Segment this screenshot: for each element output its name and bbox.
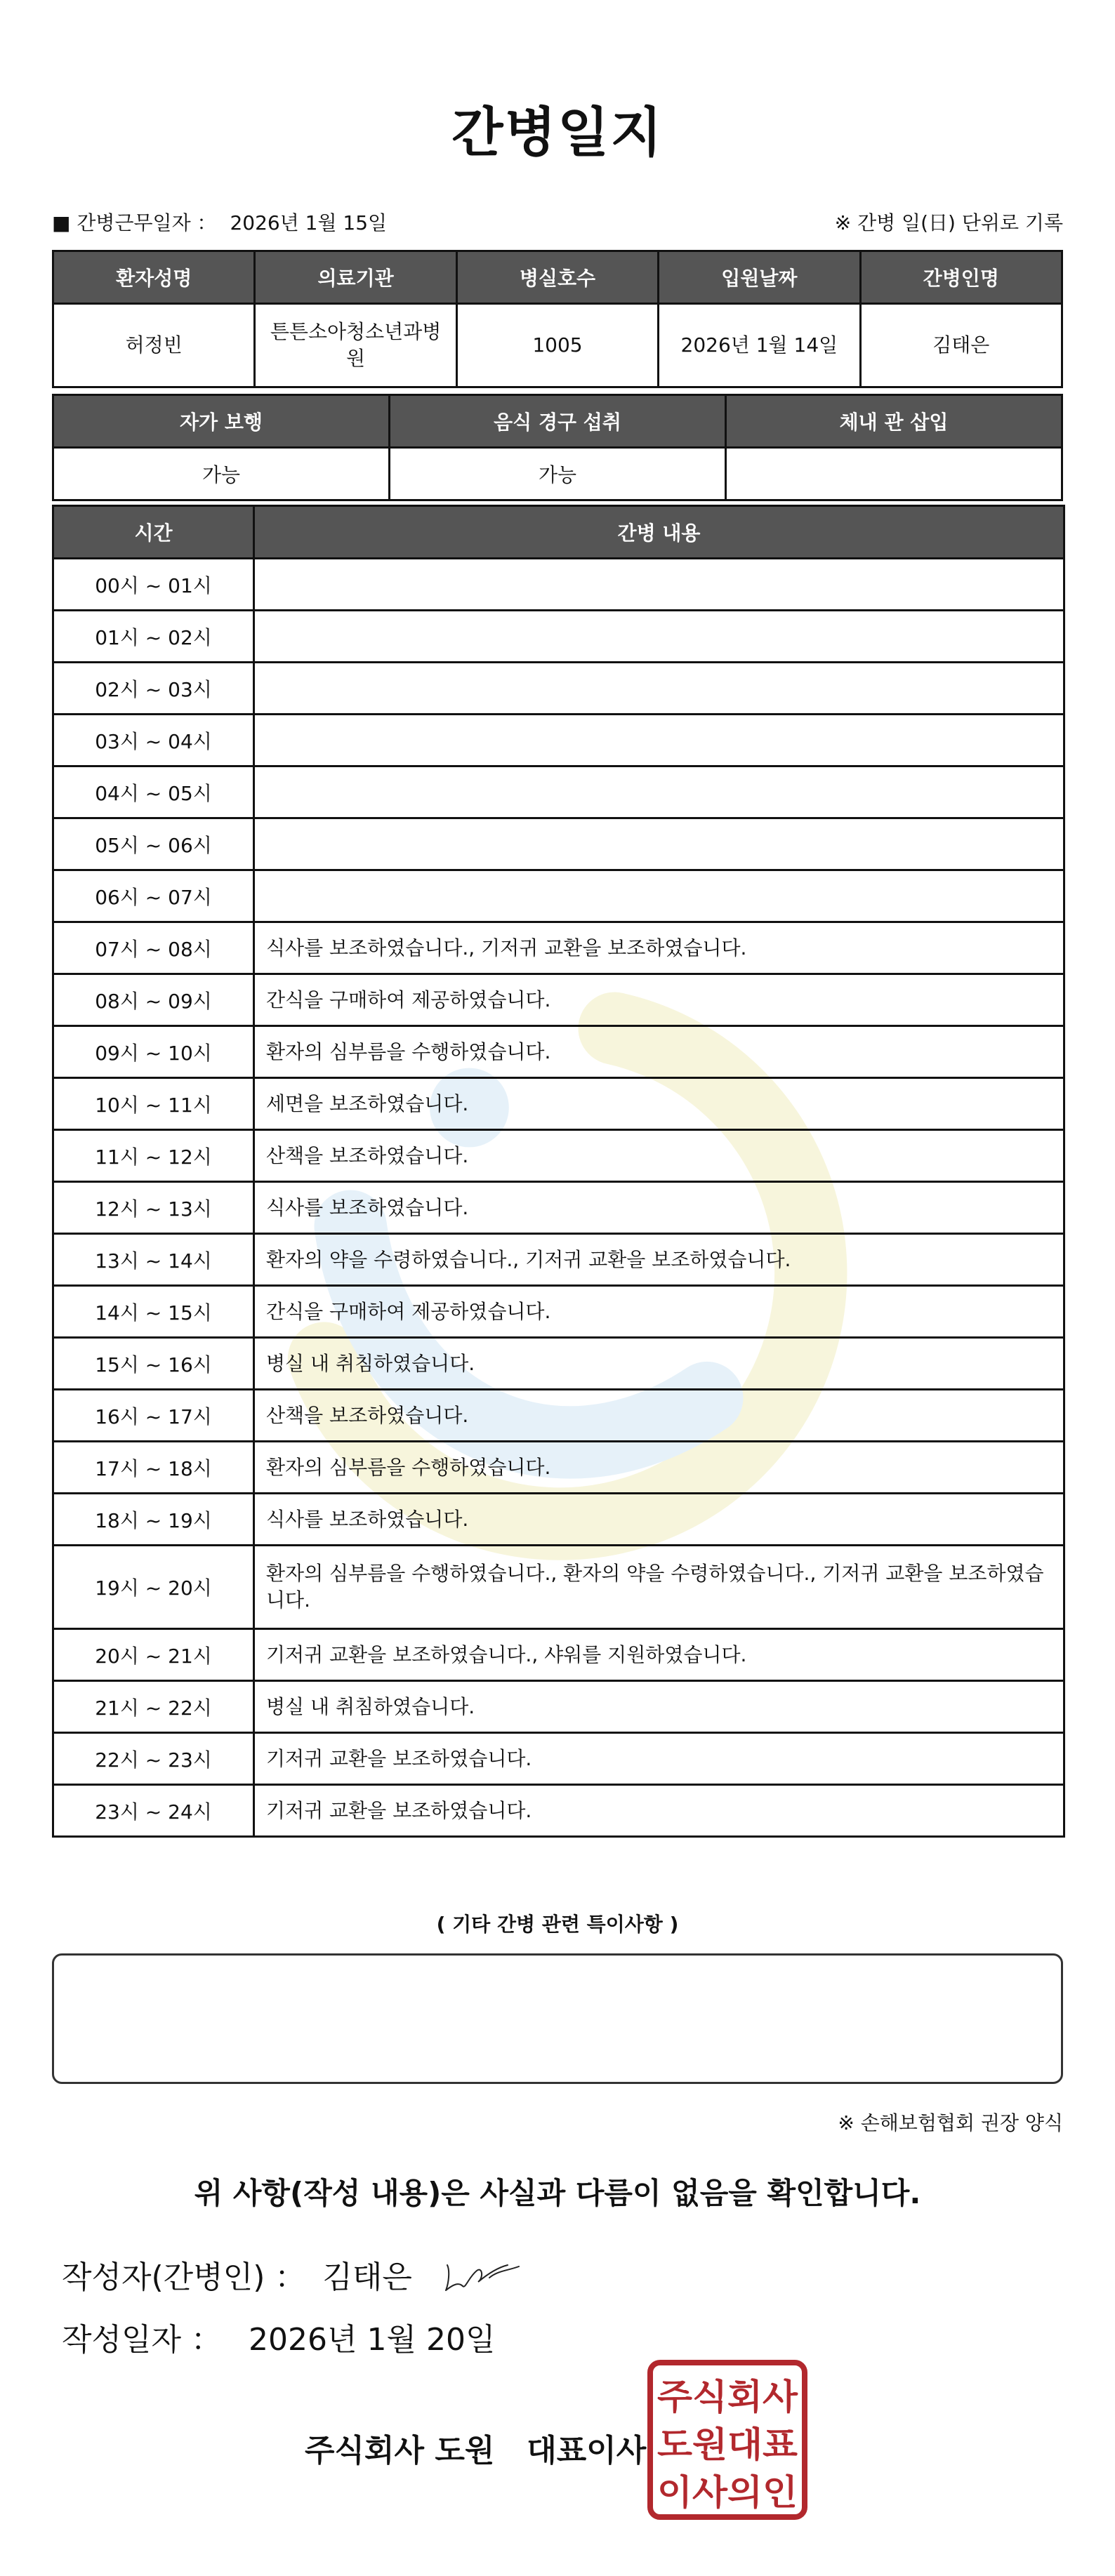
header-patient-name: 환자성명 — [53, 251, 255, 304]
table-row — [53, 974, 1064, 1026]
header-care-content: 간병 내용 — [254, 506, 1064, 559]
time-slot: 06시 ~ 07시 — [53, 870, 254, 922]
time-slot: 02시 ~ 03시 — [53, 663, 254, 715]
work-date-value: 2026년 1월 15일 — [230, 211, 388, 234]
care-content: 기저귀 교환을 보조하였습니다. — [254, 1733, 1064, 1785]
table-row — [53, 1494, 1064, 1546]
table-row — [53, 663, 1064, 715]
unit-note: ※ 간병 일(日) 단위로 기록 — [834, 211, 1063, 234]
table-row — [53, 1681, 1064, 1733]
notes-title: ( 기타 간병 관련 특이사항 ) — [436, 1913, 679, 1936]
care-content — [254, 870, 1064, 922]
work-date-label: ■ 간병근무일자 ： — [52, 211, 217, 234]
company-seal-icon — [647, 2360, 807, 2520]
time-slot: 04시 ~ 05시 — [53, 766, 254, 818]
company-name: 주식회사 도원 대표이사 — [305, 2433, 647, 2469]
time-slot: 12시 ~ 13시 — [53, 1182, 254, 1234]
care-schedule-table — [52, 505, 1065, 1838]
notes-box — [52, 1953, 1063, 2084]
seal-line-3: 이사의인 — [657, 2472, 798, 2513]
care-content — [254, 818, 1064, 870]
time-slot: 05시 ~ 06시 — [53, 818, 254, 870]
seal-line-1: 주식회사 — [657, 2377, 798, 2417]
time-slot: 20시 ~ 21시 — [53, 1629, 254, 1681]
table-row — [53, 559, 1064, 611]
care-content: 산책을 보조하였습니다. — [254, 1390, 1064, 1442]
care-content — [254, 766, 1064, 818]
time-slot: 08시 ~ 09시 — [53, 974, 254, 1026]
table-row — [53, 1442, 1064, 1494]
writer-name: 김태은 — [322, 2259, 412, 2295]
table-row — [53, 611, 1064, 663]
header-room-number: 병실호수 — [456, 251, 658, 304]
time-slot: 23시 ~ 24시 — [53, 1785, 254, 1837]
header-time: 시간 — [53, 506, 254, 559]
table-row — [53, 1234, 1064, 1286]
table-row — [53, 1785, 1064, 1837]
table-row — [53, 766, 1064, 818]
time-slot: 03시 ~ 04시 — [53, 715, 254, 766]
care-content: 간식을 구매하여 제공하였습니다. — [254, 1286, 1064, 1338]
care-content: 세면을 보조하였습니다. — [254, 1078, 1064, 1130]
time-slot: 21시 ~ 22시 — [53, 1681, 254, 1733]
time-slot: 17시 ~ 18시 — [53, 1442, 254, 1494]
caregiver-name: 김태은 — [860, 304, 1062, 387]
recommend-note: ※ 손해보험협회 권장 양식 — [838, 2111, 1063, 2135]
time-slot: 10시 ~ 11시 — [53, 1078, 254, 1130]
time-slot: 07시 ~ 08시 — [53, 922, 254, 974]
care-content: 환자의 심부름을 수행하였습니다., 환자의 약을 수령하였습니다., 기저귀 교환을 보조하였습니다. — [254, 1546, 1064, 1629]
seal-line-2: 도원대표 — [657, 2424, 798, 2465]
page-title: 간병일지 — [451, 101, 664, 164]
self-walking-value: 가능 — [53, 448, 390, 500]
table-row — [53, 1026, 1064, 1078]
table-row — [53, 870, 1064, 922]
room-number: 1005 — [456, 304, 658, 387]
table-row — [53, 1546, 1064, 1629]
care-content: 환자의 심부름을 수행하였습니다. — [254, 1026, 1064, 1078]
care-content: 식사를 보조하였습니다. — [254, 1494, 1064, 1546]
time-slot: 14시 ~ 15시 — [53, 1286, 254, 1338]
time-slot: 18시 ~ 19시 — [53, 1494, 254, 1546]
writer-line — [62, 2250, 524, 2299]
care-content: 식사를 보조하였습니다., 기저귀 교환을 보조하였습니다. — [254, 922, 1064, 974]
care-content — [254, 559, 1064, 611]
header-admission-date: 입원날짜 — [659, 251, 860, 304]
patient-name: 허정빈 — [53, 304, 255, 387]
time-slot: 15시 ~ 16시 — [53, 1338, 254, 1390]
tube-insertion-value — [726, 448, 1062, 500]
patient-info-table — [52, 250, 1063, 388]
table-row — [53, 1182, 1064, 1234]
notes-content — [54, 1956, 1061, 1978]
care-content — [254, 611, 1064, 663]
care-content: 병실 내 취침하였습니다. — [254, 1681, 1064, 1733]
table-row — [53, 1733, 1064, 1785]
care-content — [254, 715, 1064, 766]
care-content: 간식을 구매하여 제공하였습니다. — [254, 974, 1064, 1026]
care-content: 산책을 보조하였습니다. — [254, 1130, 1064, 1182]
hospital-name: 튼튼소아청소년과병원 — [255, 304, 456, 387]
time-slot: 13시 ~ 14시 — [53, 1234, 254, 1286]
care-content: 병실 내 취침하였습니다. — [254, 1338, 1064, 1390]
header-self-walking: 자가 보행 — [53, 395, 390, 448]
patient-status-table — [52, 394, 1063, 501]
table-row — [53, 1390, 1064, 1442]
header-tube-insertion: 체내 관 삽입 — [726, 395, 1062, 448]
table-row — [53, 1338, 1064, 1390]
table-row — [53, 1286, 1064, 1338]
time-slot: 00시 ~ 01시 — [53, 559, 254, 611]
signature-icon — [440, 2250, 524, 2299]
care-content: 환자의 약을 수령하였습니다., 기저귀 교환을 보조하였습니다. — [254, 1234, 1064, 1286]
header-hospital: 의료기관 — [255, 251, 456, 304]
care-content: 식사를 보조하였습니다. — [254, 1182, 1064, 1234]
header-oral-intake: 음식 경구 섭취 — [390, 395, 726, 448]
time-slot: 16시 ~ 17시 — [53, 1390, 254, 1442]
care-content: 기저귀 교환을 보조하였습니다., 샤워를 지원하였습니다. — [254, 1629, 1064, 1681]
confirmation-text: 위 사항(작성 내용)은 사실과 다름이 없음을 확인합니다. — [194, 2176, 921, 2210]
admission-date: 2026년 1월 14일 — [659, 304, 860, 387]
time-slot: 09시 ~ 10시 — [53, 1026, 254, 1078]
care-content: 환자의 심부름을 수행하였습니다. — [254, 1442, 1064, 1494]
table-row — [53, 922, 1064, 974]
table-row — [53, 1130, 1064, 1182]
time-slot: 19시 ~ 20시 — [53, 1546, 254, 1629]
oral-intake-value: 가능 — [390, 448, 726, 500]
written-date-line — [62, 2314, 495, 2359]
care-content — [254, 663, 1064, 715]
table-row — [53, 1078, 1064, 1130]
written-date-value: 2026년 1월 20일 — [249, 2322, 496, 2358]
time-slot: 22시 ~ 23시 — [53, 1733, 254, 1785]
table-row — [53, 715, 1064, 766]
work-date — [52, 208, 387, 236]
time-slot: 11시 ~ 12시 — [53, 1130, 254, 1182]
care-content: 기저귀 교환을 보조하였습니다. — [254, 1785, 1064, 1837]
time-slot: 01시 ~ 02시 — [53, 611, 254, 663]
written-date-label: 작성일자 ： — [62, 2322, 223, 2358]
table-row — [53, 1629, 1064, 1681]
writer-label: 작성자(간병인) ： — [62, 2259, 306, 2295]
header-caregiver-name: 간병인명 — [860, 251, 1062, 304]
table-row — [53, 818, 1064, 870]
